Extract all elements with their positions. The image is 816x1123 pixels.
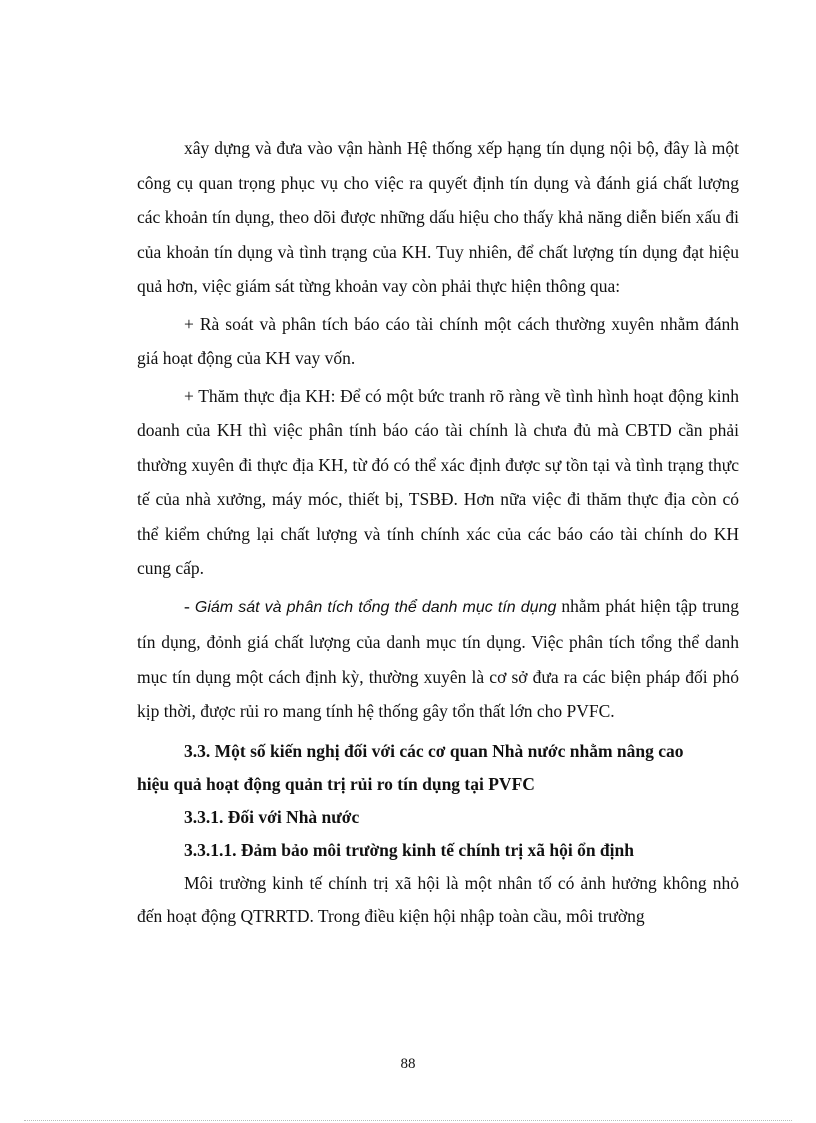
heading-3-3-line2: hiệu quả hoạt động quản trị rủi ro tín dụng tại PVFC [137,773,535,794]
page-bottom-divider [24,1120,792,1121]
paragraph-portfolio-rest: nhằm phát hiện tập trung tín dụng, đỏnh giá chất lượng của danh mục tín dụng. Việc phân tích tổng thể danh mục tín dụng một cách định kỳ, thường xuyên là cơ sở đưa ra các biện pháp đối phó kịp thời, được rủi ro mang tính hệ thống gây tổn thất lớn cho PVFC. [137,595,740,721]
page-body [137,131,739,933]
paragraph-site-visit: + Thăm thực địa KH: Để có một bức tranh rõ ràng về tình hình hoạt động kinh doanh của KH thì việc phân tính báo cáo tài chính là chưa đủ mà CBTD cần phải thường xuyên đi thực địa KH, từ đó có thể xác định được sự tồn tại và tình trạng thực tế của nhà xưởng, máy móc, thiết bị, TSBĐ. Hơn nữa việc đi thăm thực địa còn có thể kiểm chứng lại chất lượng và tính chính xác của các báo cáo tài chính do KH cung cấp. [137,385,739,578]
heading-3-3-line1: 3.3. Một số kiến nghị đối với các cơ quan Nhà nước nhằm nâng cao [184,740,684,761]
paragraph-environment: Môi trường kinh tế chính trị xã hội là một nhân tố có ảnh hưởng không nhỏ đến hoạt động QTRRTD. Trong điều kiện hội nhập toàn cầu, môi trường [137,872,739,926]
heading-3-3-1-1: 3.3.1.1. Đảm bảo môi trường kinh tế chính trị xã hội ổn định [184,839,634,860]
paragraph-portfolio-monitoring [137,589,739,729]
paragraph-credit-rating: xây dựng và đưa vào vận hành Hệ thống xếp hạng tín dụng nội bộ, đây là một công cụ quan trọng phục vụ cho việc ra quyết định tín dụng và đánh giá chất lượng các khoản tín dụng, theo dõi được những dấu hiệu cho thấy khả năng diễn biến xấu đi của khoản tín dụng và tình trạng của KH. Tuy nhiên, để chất lượng tín dụng đạt hiệu quả hơn, việc giám sát từng khoản vay còn phải thực hiện thông qua: [137,138,739,296]
page-number: 88 [400,1056,416,1072]
paragraph-portfolio-italic: Giám sát và phân tích tổng thể danh mục tín dụng [194,598,557,616]
paragraph-portfolio-prefix: - [184,595,195,616]
paragraph-financial-review: + Rà soát và phân tích báo cáo tài chính một cách thường xuyên nhằm đánh giá hoạt động của KH vay vốn. [137,313,739,368]
heading-3-3-1: 3.3.1. Đối với Nhà nước [184,806,360,827]
